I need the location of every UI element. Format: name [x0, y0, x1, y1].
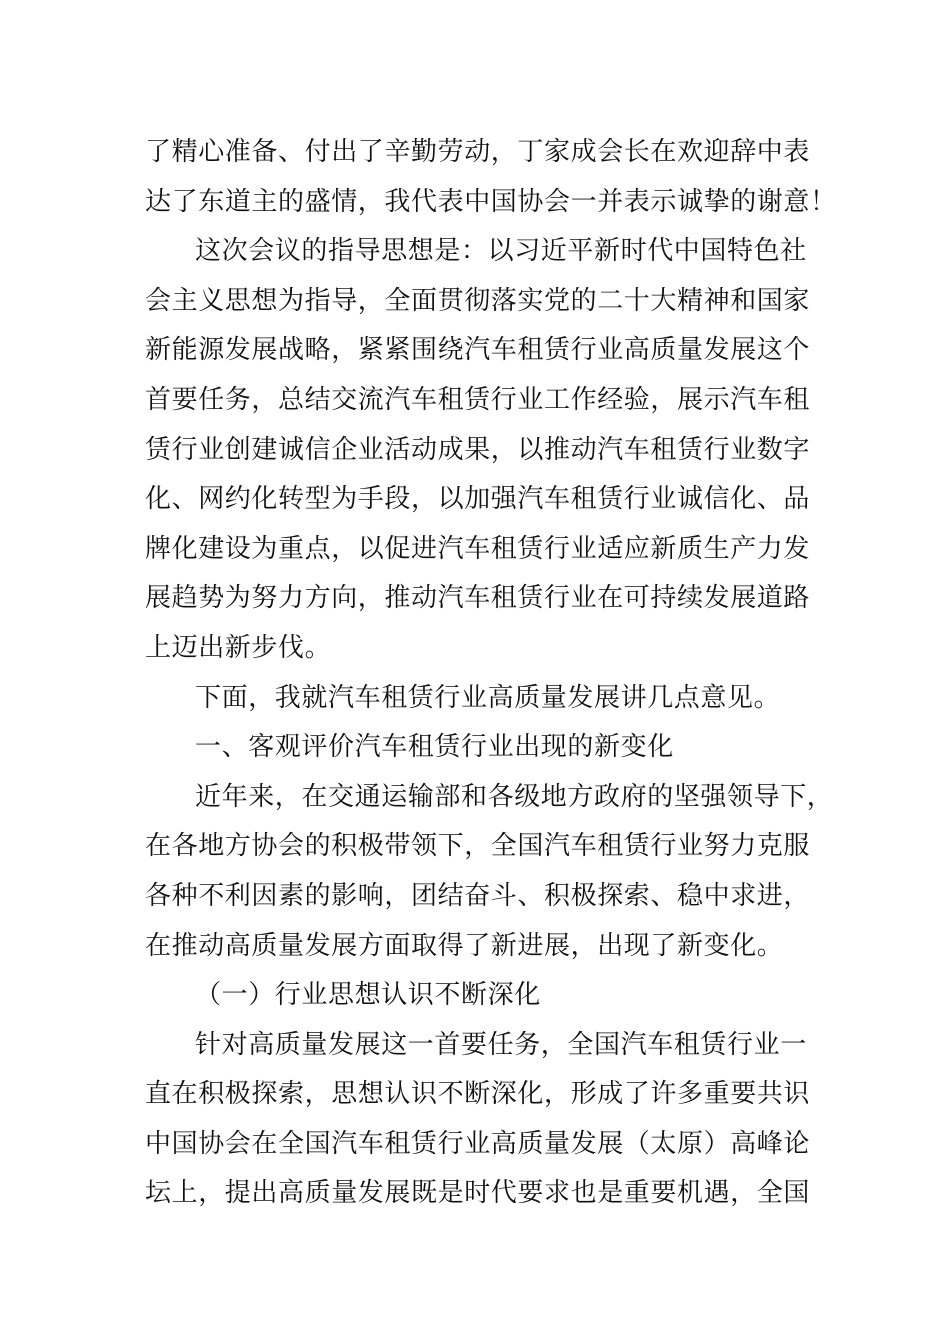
paragraph-first-line: 下面，我就汽车租赁行业高质量发展讲几点意见。 [195, 682, 781, 713]
paragraph-line: 牌化建设为重点，以促进汽车租赁行业适应新质生产力发 [145, 533, 811, 564]
paragraph-first-line: 针对高质量发展这一首要任务，全国汽车租赁行业一 [195, 1029, 807, 1060]
paragraph-first-line: 这次会议的指导思想是：以习近平新时代中国特色社 [195, 236, 807, 267]
paragraph-line: 直在积极探索，思想认识不断深化，形成了许多重要共识 [145, 1079, 811, 1110]
paragraph-first-line: 近年来，在交通运输部和各级地方政府的坚强领导下， [195, 781, 834, 812]
paragraph-line: 展趋势为努力方向，推动汽车租赁行业在可持续发展道路 [145, 583, 811, 614]
paragraph-line: 了精心准备、付出了辛勤劳动，丁家成会长在欢迎辞中表 [145, 137, 811, 167]
paragraph-line: 首要任务，总结交流汽车租赁行业工作经验，展示汽车租 [145, 384, 811, 415]
paragraph-line: 坛上，提出高质量发展既是时代要求也是重要机遇，全国 [145, 1178, 811, 1209]
paragraph-line: 化、网约化转型为手段，以加强汽车租赁行业诚信化、品 [145, 484, 811, 515]
paragraph-line: 达了东道主的盛情，我代表中国协会一并表示诚挚的谢意！ [145, 186, 837, 217]
paragraph-line: 中国协会在全国汽车租赁行业高质量发展（太原）高峰论 [145, 1128, 811, 1159]
document-body [145, 128, 837, 1219]
paragraph-line: 上迈出新步伐。 [145, 632, 332, 663]
paragraph-line: 会主义思想为指导，全面贯彻落实党的二十大精神和国家 [145, 285, 811, 316]
paragraph-first-line: （一）行业思想认识不断深化 [195, 980, 541, 1011]
paragraph-line: 新能源发展战略，紧紧围绕汽车租赁行业高质量发展这个 [145, 335, 811, 366]
paragraph-line: 在推动高质量发展方面取得了新进展，出现了新变化。 [145, 930, 784, 961]
paragraph-line: 赁行业创建诚信企业活动成果，以推动汽车租赁行业数字 [145, 434, 811, 465]
paragraph-first-line: 一、客观评价汽车租赁行业出现的新变化 [195, 732, 674, 763]
paragraph-line: 各种不利因素的影响，团结奋斗、积极探索、稳中求进， [145, 880, 811, 911]
paragraph-line: 在各地方协会的积极带领下，全国汽车租赁行业努力克服 [145, 831, 811, 862]
